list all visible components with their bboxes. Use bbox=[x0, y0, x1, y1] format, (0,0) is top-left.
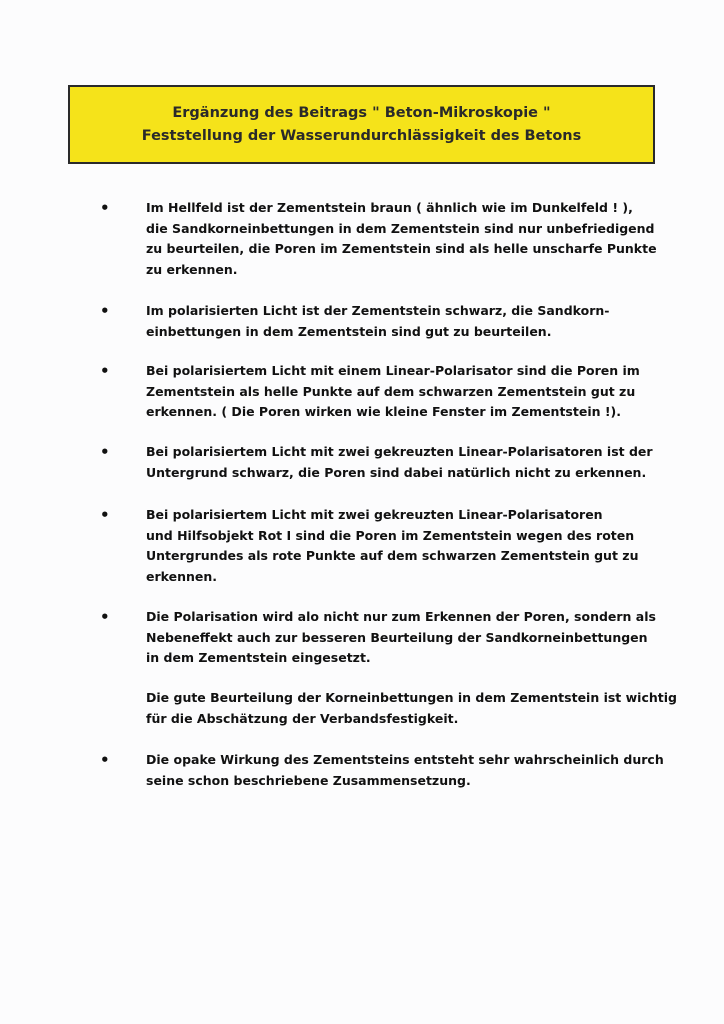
paragraph-line: einbettungen in dem Zementstein sind gut zu beurteilen. bbox=[146, 323, 552, 339]
bullet-icon: • bbox=[100, 362, 110, 380]
paragraph-line: Bei polarisiertem Licht mit zwei gekreuzten Linear-Polarisatoren ist der bbox=[146, 444, 653, 459]
paragraph-line: Nebeneffekt auch zur besseren Beurteilung der Sandkorneinbettungen bbox=[146, 629, 648, 645]
paragraph-hellfeld bbox=[146, 198, 657, 280]
paragraph-linear-polarisator bbox=[146, 361, 646, 423]
bullet-icon: • bbox=[100, 302, 110, 320]
paragraph-line: Die opake Wirkung des Zementsteins entsteht sehr wahrscheinlich durch bbox=[146, 752, 664, 767]
paragraph-line: erkennen. ( Die Poren wirken wie kleine Fenster im Zementstein !). bbox=[146, 404, 622, 419]
bullet-icon: • bbox=[100, 199, 110, 217]
paragraph-line: Untergrundes als rote Punkte auf dem schwarzen Zementstein gut zu bbox=[146, 548, 639, 563]
paragraph-line: Untergrund schwarz, die Poren sind dabei natürlich nicht zu erkennen. bbox=[146, 464, 647, 480]
paragraph-line: seine schon beschriebene Zusammensetzung. bbox=[146, 772, 471, 788]
paragraph-line: Die gute Beurteilung der Korneinbettungen in dem Zementstein ist wichtig bbox=[146, 690, 677, 705]
paragraph-hilfsobjekt bbox=[146, 505, 646, 587]
paragraph-polarisation bbox=[146, 607, 656, 669]
paragraph-line: erkennen. bbox=[146, 568, 218, 584]
paragraph-line: für die Abschätzung der Verbandsfestigkeit. bbox=[146, 710, 459, 726]
paragraph-line: zu erkennen. bbox=[146, 261, 238, 277]
paragraph-line: und Hilfsobjekt Rot I sind die Poren im Zementstein wegen des roten bbox=[146, 527, 635, 543]
paragraph-line: Im Hellfeld ist der Zementstein braun ( ähnlich wie im Dunkelfeld ! ), bbox=[146, 200, 633, 215]
paragraph-line: in dem Zementstein eingesetzt. bbox=[146, 650, 371, 665]
paragraph-line: die Sandkorneinbettungen in dem Zementstein sind nur unbefriedigend bbox=[146, 220, 655, 236]
bullet-icon: • bbox=[100, 608, 110, 626]
paragraph-opake-wirkung bbox=[146, 750, 664, 791]
paragraph-line: Die Polarisation wird alo nicht nur zum Erkennen der Poren, sondern als bbox=[146, 609, 656, 624]
paragraph-line: Bei polarisiertem Licht mit zwei gekreuzten Linear-Polarisatoren bbox=[146, 507, 603, 522]
title-line-1: Ergänzung des Beitrags " Beton-Mikroskopie " bbox=[172, 104, 551, 121]
paragraph-line: Bei polarisiertem Licht mit einem Linear-Polarisator sind die Poren im bbox=[146, 363, 640, 378]
paragraph-polarisiert bbox=[146, 301, 646, 342]
paragraph-line: Zementstein als helle Punkte auf dem schwarzen Zementstein gut zu bbox=[146, 383, 636, 399]
bullet-icon: • bbox=[100, 751, 110, 769]
title-line-2: Feststellung der Wasserundurchlässigkeit des Betons bbox=[141, 127, 582, 144]
paragraph-line: zu beurteilen, die Poren im Zementstein sind als helle unscharfe Punkte bbox=[146, 241, 657, 256]
bullet-icon: • bbox=[100, 443, 110, 461]
bullet-icon: • bbox=[100, 506, 110, 524]
paragraph-line: Im polarisierten Licht ist der Zementstein schwarz, die Sandkorn- bbox=[146, 303, 610, 318]
paragraph-korneinbettungen bbox=[146, 688, 677, 729]
title-box bbox=[68, 85, 655, 164]
paragraph-gekreuzt bbox=[146, 442, 653, 483]
